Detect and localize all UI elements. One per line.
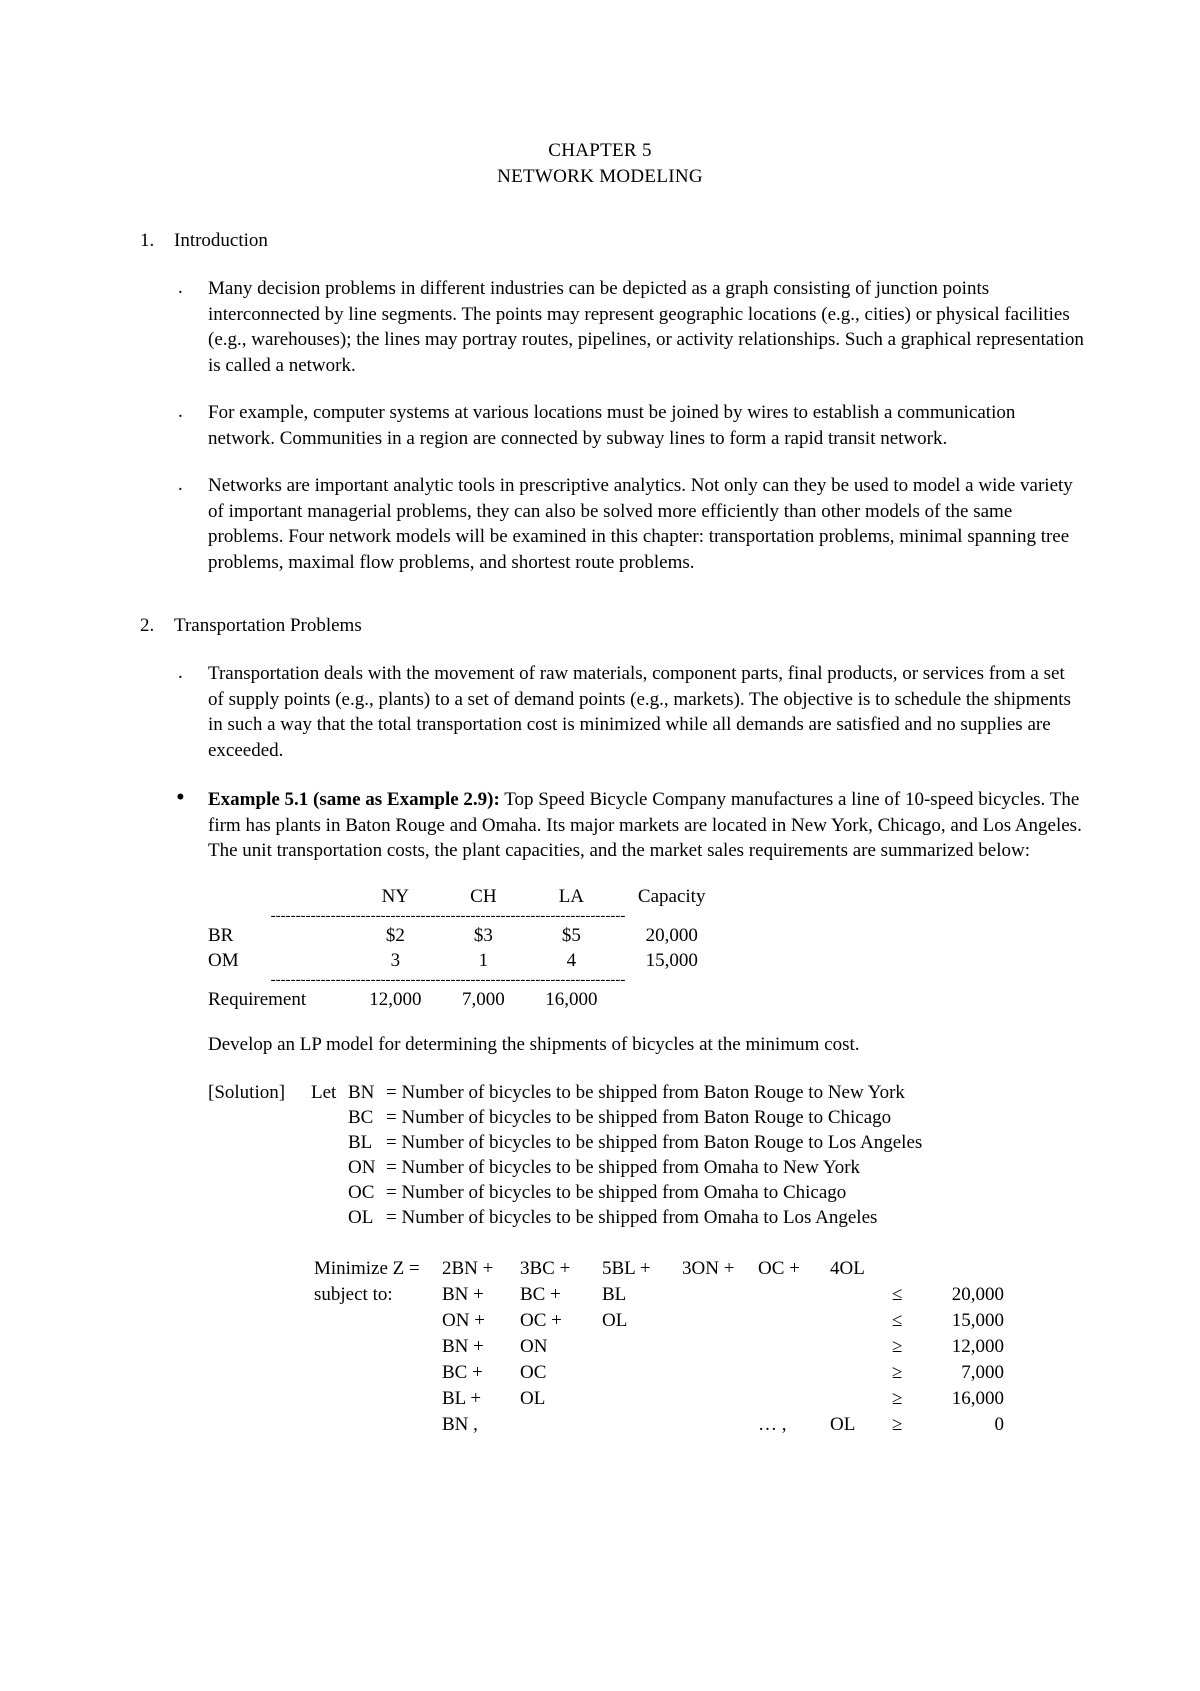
lp-term (682, 1360, 758, 1386)
variable-definition (348, 1180, 1085, 1205)
solution-block (208, 1080, 1085, 1230)
lp-term (682, 1386, 758, 1412)
lp-subject-label: subject to: (314, 1283, 393, 1305)
solution-let-word: Let (311, 1081, 337, 1103)
lp-rhs: 12,000 (951, 1335, 1004, 1357)
variable-equals: = (386, 1156, 397, 1178)
table-cell-ch: 1 (478, 949, 489, 971)
table-row (208, 923, 728, 948)
lp-objective-term: 5BL + (602, 1257, 651, 1279)
develop-model-text: Develop an LP model for determining the shipments of bicycles at the minimum cost. (208, 1033, 860, 1055)
lp-objective-term: 2BN + (442, 1257, 494, 1279)
table-cell-ch: 7,000 (461, 988, 505, 1010)
lp-term: BL (602, 1283, 627, 1305)
variable-definition (348, 1155, 1085, 1180)
variable-text: Number of bicycles to be shipped from Baton Rouge to New York (401, 1081, 905, 1103)
lp-rhs: 7,000 (961, 1361, 1004, 1383)
table-cell-capacity: 20,000 (645, 924, 698, 946)
lp-term (682, 1282, 758, 1308)
variable-definitions (348, 1080, 1085, 1230)
example-text: Top Speed Bicycle Company manufactures a line of 10-speed bicycles. The firm has plants in Baton Rouge and Omaha. Its major markets are located in New York, Chicago, and Los Angeles. The unit transportation costs, the plant capacities, and the market sales requirements are summarized below: (208, 789, 1082, 861)
lp-term (682, 1334, 758, 1360)
lp-objective-term: 4OL (830, 1257, 865, 1279)
lp-term: BC + (442, 1361, 483, 1383)
title-line-1: CHAPTER 5 (548, 140, 652, 161)
lp-sign: ≤ (892, 1309, 903, 1331)
table-cell-ny: $2 (385, 924, 405, 946)
lp-term: BN + (442, 1283, 484, 1305)
bullet-text: Many decision problems in different industries can be depicted as a graph consisting of junction points interconnected by line segments. The points may represent geographic locations (e.g., cities) or physical facilities (e.g., warehouses); the lines may portray routes, pipelines, or activity relationships. Such a graphical representation is called a network. (208, 278, 1084, 376)
table-cell-ny: 3 (390, 949, 401, 971)
variable-text: Number of bicycles to be shipped from Omaha to Los Angeles (401, 1206, 878, 1228)
table-header-cell: CH (470, 885, 497, 907)
section-1-number: 1. (140, 230, 155, 251)
table-footer-row (208, 987, 728, 1012)
variable-definition (348, 1205, 1085, 1230)
bullet-dot-icon: • (176, 784, 185, 811)
section-2-heading: Transportation Problems (174, 615, 362, 636)
lp-objective-label: Minimize Z = (314, 1257, 420, 1279)
table-rule-row (208, 973, 728, 987)
table-cell-ch: $3 (473, 924, 493, 946)
table-rule-row (208, 909, 728, 923)
lp-sign: ≥ (892, 1361, 903, 1383)
lp-term (602, 1360, 682, 1386)
lp-objective-term: 3ON + (682, 1257, 735, 1279)
lp-term: ON (520, 1335, 548, 1357)
lp-sign: ≥ (892, 1387, 903, 1409)
variable-text: Number of bicycles to be shipped from Baton Rouge to Los Angeles (401, 1131, 923, 1153)
lp-term (758, 1308, 830, 1334)
table-cell-label: OM (208, 949, 239, 971)
bullet-item (174, 661, 1085, 763)
variable-equals: = (386, 1081, 397, 1103)
bullet-dot-icon: . (178, 662, 183, 683)
lp-rhs: 0 (994, 1413, 1004, 1435)
section-2-heading-row (140, 613, 1085, 639)
example-bullet-item (174, 784, 1085, 864)
lp-blank (314, 1360, 442, 1386)
table-header-cell: LA (558, 885, 585, 907)
lp-term (682, 1308, 758, 1334)
table-header-cell: Capacity (637, 885, 706, 907)
variable-text: Number of bicycles to be shipped from Omaha to New York (401, 1156, 861, 1178)
cost-table (208, 884, 728, 1012)
table-cell-ny: 12,000 (369, 988, 422, 1010)
bullet-dot-icon: . (178, 474, 183, 495)
document-page (0, 138, 1200, 1691)
lp-objective-term: 3BC + (520, 1257, 571, 1279)
lp-rhs: 15,000 (951, 1309, 1004, 1331)
lp-term (758, 1282, 830, 1308)
section-transportation-problems (140, 613, 1085, 1438)
table-cell-label: Requirement (208, 988, 307, 1010)
table-header-cell (208, 884, 351, 909)
lp-term (830, 1334, 892, 1360)
lp-model (314, 1256, 1085, 1438)
table-header-row (208, 884, 728, 909)
variable-definition (348, 1080, 1085, 1105)
lp-term (830, 1308, 892, 1334)
lp-term: BN , (442, 1413, 478, 1435)
lp-term (758, 1360, 830, 1386)
variable-text: Number of bicycles to be shipped from Baton Rouge to Chicago (401, 1106, 892, 1128)
lp-term: BC + (520, 1283, 561, 1305)
lp-constraint-row (314, 1412, 1004, 1438)
section-1-heading-row (140, 228, 1085, 254)
lp-blank (314, 1412, 442, 1438)
bullet-text: For example, computer systems at various locations must be joined by wires to establish a communication network. Communities in a region are connected by subway lines to form a rapid transit network. (208, 402, 1016, 449)
lp-term (602, 1386, 682, 1412)
lp-objective-rhs (922, 1256, 1004, 1282)
lp-term (830, 1360, 892, 1386)
lp-sign: ≤ (892, 1283, 903, 1305)
lp-term: OL (830, 1413, 856, 1435)
lp-rhs: 20,000 (951, 1283, 1004, 1305)
lp-objective-term: OC + (758, 1257, 800, 1279)
section-2-bullets (174, 661, 1085, 1438)
section-1-bullets (174, 276, 1085, 575)
lp-sign: ≥ (892, 1335, 903, 1357)
variable-name: BL (348, 1131, 373, 1153)
section-introduction (140, 228, 1085, 575)
lp-term (602, 1412, 682, 1438)
table-rule (208, 909, 728, 923)
lp-sign: ≥ (892, 1413, 903, 1435)
lp-objective-sign (892, 1256, 922, 1282)
lp-blank (314, 1386, 442, 1412)
variable-equals: = (386, 1131, 397, 1153)
lp-blank (314, 1334, 442, 1360)
variable-name: OC (348, 1181, 375, 1203)
solution-tag: [Solution] (208, 1081, 286, 1103)
table-cell-la: $5 (561, 924, 581, 946)
section-1-heading: Introduction (174, 230, 268, 251)
table-cell-capacity (615, 987, 728, 1012)
lp-term (758, 1334, 830, 1360)
lp-constraint-row (314, 1308, 1004, 1334)
lp-term: OC (520, 1361, 547, 1383)
lp-term (830, 1386, 892, 1412)
page-title (0, 138, 1200, 190)
lp-term (602, 1334, 682, 1360)
table-cell-la: 16,000 (545, 988, 598, 1010)
bullet-item (174, 276, 1085, 378)
table-rule-text: ----------------------------------------------------------------------- (270, 908, 626, 923)
lp-term: … , (758, 1413, 787, 1435)
table-row (208, 948, 728, 973)
variable-definition (348, 1130, 1085, 1155)
variable-equals: = (386, 1206, 397, 1228)
table-rule-text: ----------------------------------------------------------------------- (270, 972, 626, 987)
lp-constraint-row (314, 1334, 1004, 1360)
variable-name: OL (348, 1206, 374, 1228)
title-line-2: NETWORK MODELING (497, 166, 703, 187)
example-paragraph (208, 787, 1085, 864)
table-cell-label: BR (208, 924, 234, 946)
lp-term: BN + (442, 1335, 484, 1357)
lp-objective-row (314, 1256, 1004, 1282)
example-label: Example 5.1 (same as Example 2.9): (208, 789, 500, 810)
lp-constraint-row (314, 1282, 1004, 1308)
variable-name: BN (348, 1081, 375, 1103)
variable-equals: = (386, 1106, 397, 1128)
variable-definition (348, 1105, 1085, 1130)
lp-term (520, 1412, 602, 1438)
lp-term: ON + (442, 1309, 485, 1331)
lp-constraint-row (314, 1386, 1004, 1412)
lp-rhs: 16,000 (951, 1387, 1004, 1409)
bullet-dot-icon: . (178, 277, 183, 298)
variable-text: Number of bicycles to be shipped from Omaha to Chicago (401, 1181, 847, 1203)
table-cell-capacity: 15,000 (645, 949, 698, 971)
variable-equals: = (386, 1181, 397, 1203)
variable-name: ON (348, 1156, 376, 1178)
lp-constraint-row (314, 1360, 1004, 1386)
bullet-dot-icon: . (178, 401, 183, 422)
lp-term: BL + (442, 1387, 482, 1409)
bullet-text: Transportation deals with the movement of raw materials, component parts, final products, or services from a set of supply points (e.g., plants) to a set of demand points (e.g., markets). The objective is to schedule the shipments in such a way that the total transportation cost is minimized while all demands are satisfied and no supplies are exceeded. (208, 663, 1071, 761)
section-2-number: 2. (140, 615, 155, 636)
table-header-cell: NY (381, 885, 410, 907)
bullet-text: Networks are important analytic tools in prescriptive analytics. Not only can they be used to model a wide variety of important managerial problems, they can also be solved more efficiently than other models of the same problems. Four network models will be examined in this chapter: transportation problems, minimal spanning tree problems, maximal flow problems, and shortest route problems. (208, 475, 1073, 573)
bullet-item (174, 473, 1085, 575)
lp-term: OL (520, 1387, 546, 1409)
variable-name: BC (348, 1106, 374, 1128)
lp-term (682, 1412, 758, 1438)
table-cell-la: 4 (566, 949, 577, 971)
table-rule (208, 973, 728, 987)
lp-term (758, 1386, 830, 1412)
lp-term: OC + (520, 1309, 562, 1331)
lp-term: OL (602, 1309, 628, 1331)
bullet-item (174, 400, 1085, 451)
lp-blank (314, 1308, 442, 1334)
lp-term (830, 1282, 892, 1308)
